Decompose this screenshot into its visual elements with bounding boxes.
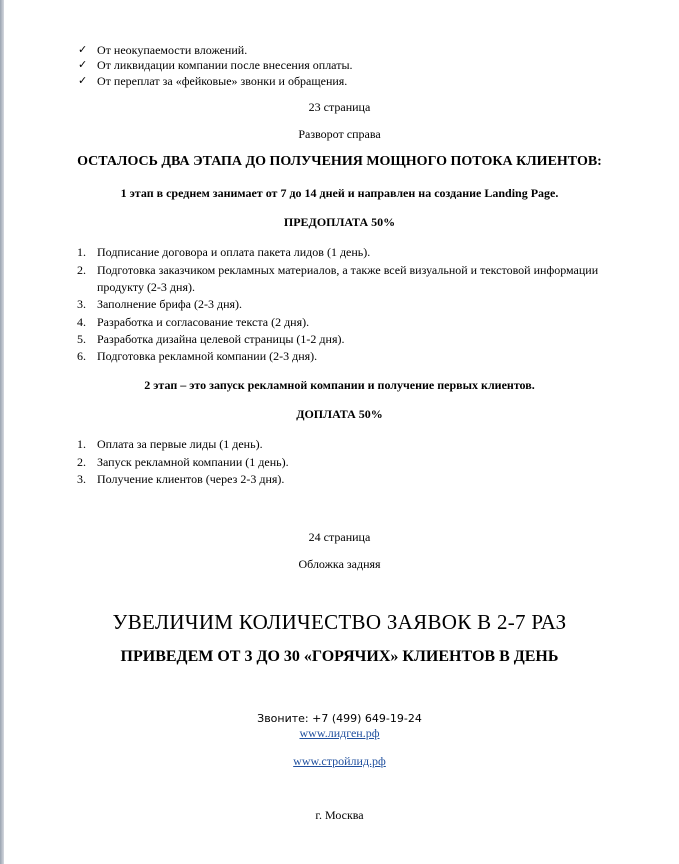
prepay-heading: ПРЕДОПЛАТА 50% xyxy=(283,215,396,229)
list-item: продукту (2-3 дня). xyxy=(97,280,195,294)
list-item: Подготовка заказчиком рекламных материалов, а также всей визуальной и текстовой информации xyxy=(97,263,599,277)
list-item: Разработка дизайна целевой страницы (1-2 дня). xyxy=(97,332,345,346)
list-item: Разработка и согласование текста (2 дня). xyxy=(97,315,310,329)
list-number: 2. xyxy=(77,455,86,469)
list-number: 1. xyxy=(77,245,86,259)
list-number: 4. xyxy=(77,315,86,329)
checklist-item: От переплат за «фейковые» звонки и обращения. xyxy=(97,74,348,88)
list-number: 3. xyxy=(77,472,86,486)
checklist-item: От неокупаемости вложений. xyxy=(97,43,248,57)
page-label-24: 24 страница xyxy=(308,530,371,544)
site-link-stroylid[interactable]: www.стройлид.рф xyxy=(293,754,386,768)
check-icon: ✓ xyxy=(78,43,88,56)
list-item: Получение клиентов (через 2-3 дня). xyxy=(97,472,285,486)
list-number: 5. xyxy=(77,332,86,346)
list-item: Заполнение брифа (2-3 дня). xyxy=(97,297,243,311)
site-link-lidgen[interactable]: www.лидген.рф xyxy=(299,726,380,740)
city: г. Москва xyxy=(315,808,364,822)
stage2-heading: 2 этап – это запуск рекламной компании и получение первых клиентов. xyxy=(144,378,535,392)
list-number: 1. xyxy=(77,437,86,451)
check-icon: ✓ xyxy=(78,58,88,71)
list-item: Подписание договора и оплата пакета лидов (1 день). xyxy=(97,245,371,259)
list-number: 2. xyxy=(77,263,86,277)
postpay-heading: ДОПЛАТА 50% xyxy=(296,407,383,421)
list-item: Запуск рекламной компании (1 день). xyxy=(97,455,289,469)
headline: ОСТАЛОСЬ ДВА ЭТАПА ДО ПОЛУЧЕНИЯ МОЩНОГО ПОТОКА КЛИЕНТОВ: xyxy=(77,154,602,169)
list-item: Оплата за первые лиды (1 день). xyxy=(97,437,263,451)
list-number: 6. xyxy=(77,349,86,363)
check-icon: ✓ xyxy=(78,74,88,87)
list-item: Подготовка рекламной компании (2-3 дня). xyxy=(97,349,318,363)
phone: Звоните: +7 (499) 649-19-24 xyxy=(257,712,422,725)
spread-label: Разворот справа xyxy=(298,127,381,141)
cover-label: Обложка задняя xyxy=(298,557,381,571)
big-title: УВЕЛИЧИМ КОЛИЧЕСТВО ЗАЯВОК В 2-7 РАЗ xyxy=(112,610,567,634)
page-label-23: 23 страница xyxy=(308,100,371,114)
list-number: 3. xyxy=(77,297,86,311)
checklist-item: От ликвидации компании после внесения оплаты. xyxy=(97,58,353,72)
subtitle: ПРИВЕДЕМ ОТ 3 ДО 30 «ГОРЯЧИХ» КЛИЕНТОВ В ДЕНЬ xyxy=(120,648,559,665)
stage1-heading: 1 этап в среднем занимает от 7 до 14 дней и направлен на создание Landing Page. xyxy=(120,186,559,200)
